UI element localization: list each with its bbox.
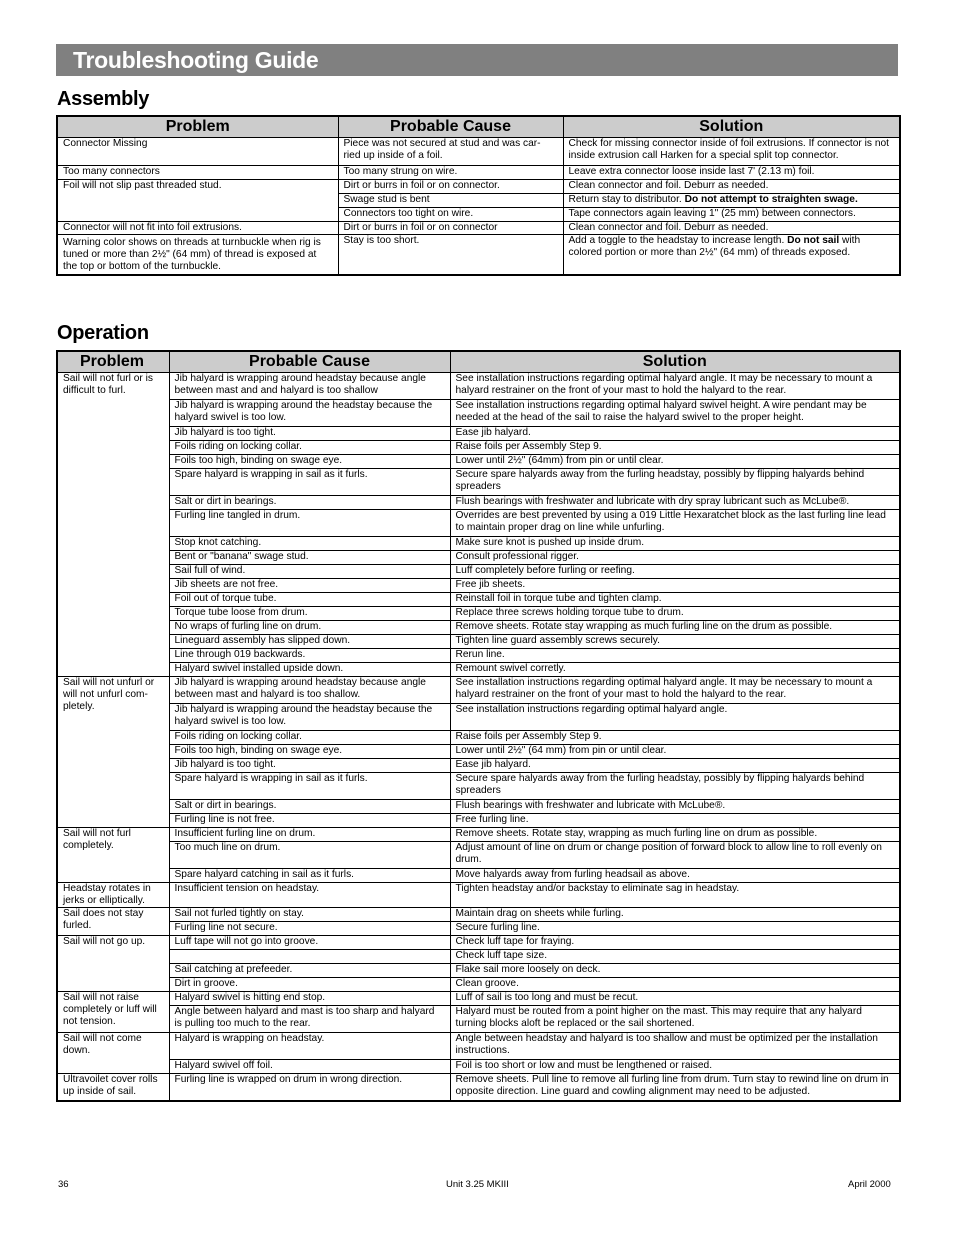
problem-cell: Sail does not stay furled. bbox=[57, 908, 169, 936]
footer-page-number: 36 bbox=[58, 1179, 69, 1190]
table-row bbox=[57, 441, 900, 455]
table-row bbox=[57, 950, 900, 964]
table-row bbox=[57, 649, 900, 663]
table-row bbox=[57, 1033, 900, 1060]
cause-cell: Halyard swivel is hitting end stop. bbox=[169, 992, 450, 1006]
cause-cell: Sail catching at prefeeder. bbox=[169, 964, 450, 978]
page-title: Troubleshooting Guide bbox=[73, 47, 319, 73]
table-row bbox=[57, 621, 900, 635]
table-row bbox=[57, 745, 900, 759]
cause-cell: Luff tape will not go into groove. bbox=[169, 936, 450, 950]
table-row bbox=[57, 677, 900, 704]
table-row bbox=[57, 537, 900, 551]
solution-cell: Tighten headstay and/or backstay to eliminate sag in headstay. bbox=[450, 883, 900, 908]
table-row bbox=[57, 883, 900, 908]
solution-cell: Secure spare halyards away from the furling headstay, possibly by flipping halyards behind spreaders bbox=[450, 469, 900, 496]
cause-cell: Jib halyard is wrapping around the headstay because the halyard swivel is too low. bbox=[169, 704, 450, 731]
cause-cell: No wraps of furling line on drum. bbox=[169, 621, 450, 635]
cause-cell: Halyard swivel installed upside down. bbox=[169, 663, 450, 677]
table-row bbox=[57, 814, 900, 828]
solution-cell: Raise foils per Assembly Step 9. bbox=[450, 441, 900, 455]
assembly-header-problem: Problem bbox=[57, 116, 338, 138]
table-row bbox=[57, 978, 900, 992]
solution-cell: Halyard must be routed from a point higher on the mast. This may require that any halyard turning blocks aloft be replaced or the sail shortened. bbox=[450, 1006, 900, 1033]
solution-cell: Adjust amount of line on drum or change position of forward block to allow line to roll evenly on drum. bbox=[450, 842, 900, 869]
problem-cell: Sail will not furl or is difficult to furl. bbox=[57, 373, 169, 677]
cause-cell: Jib sheets are not free. bbox=[169, 579, 450, 593]
problem-cell: Sail will not come down. bbox=[57, 1033, 169, 1074]
solution-cell: Remount swivel corretly. bbox=[450, 663, 900, 677]
solution-cell: Reinstall foil in torque tube and tighten clamp. bbox=[450, 593, 900, 607]
table-row bbox=[57, 828, 900, 842]
solution-cell: Ease jib halyard. bbox=[450, 427, 900, 441]
cause-cell: Connectors too tight on wire. bbox=[338, 208, 563, 222]
cause-cell: Line through 019 backwards. bbox=[169, 649, 450, 663]
table-row bbox=[57, 704, 900, 731]
table-row bbox=[57, 759, 900, 773]
cause-cell: Jib halyard is wrapping around headstay because angle between mast and and halyard is too shallow bbox=[169, 373, 450, 400]
cause-cell bbox=[169, 950, 450, 964]
table-row bbox=[57, 607, 900, 621]
table-row bbox=[57, 992, 900, 1006]
solution-cell: Clean connector and foil. Deburr as needed. bbox=[563, 222, 900, 235]
table-row bbox=[57, 166, 900, 180]
problem-cell: Warning color shows on threads at turnbuckle when rig is tuned or more than 2½" (64 mm) of thread is exposed at the top or bottom of the turnbuckle. bbox=[57, 235, 338, 275]
assembly-section-title: Assembly bbox=[57, 88, 150, 110]
operation-header-problem: Problem bbox=[57, 351, 169, 373]
footer-unit: Unit 3.25 MKIII bbox=[446, 1179, 509, 1190]
table-row bbox=[57, 455, 900, 469]
table-row bbox=[57, 373, 900, 400]
page-banner bbox=[56, 44, 898, 76]
cause-cell: Too much line on drum. bbox=[169, 842, 450, 869]
table-row bbox=[57, 635, 900, 649]
cause-cell: Halyard is wrapping on headstay. bbox=[169, 1033, 450, 1060]
solution-cell: Clean groove. bbox=[450, 978, 900, 992]
cause-cell: Too many strung on wire. bbox=[338, 166, 563, 180]
table-row bbox=[57, 869, 900, 883]
table-row bbox=[57, 964, 900, 978]
solution-cell: Return stay to distributor. Do not attempt to straighten swage. bbox=[563, 194, 900, 208]
cause-cell: Foils riding on locking collar. bbox=[169, 441, 450, 455]
solution-cell: Tape connectors again leaving 1" (25 mm) between connectors. bbox=[563, 208, 900, 222]
cause-cell: Angle between halyard and mast is too sharp and halyard is pulling too much to the rear. bbox=[169, 1006, 450, 1033]
table-row bbox=[57, 400, 900, 427]
solution-cell: Check luff tape for fraying. bbox=[450, 936, 900, 950]
cause-cell: Piece was not secured at stud and was car-ried up inside of a foil. bbox=[338, 138, 563, 166]
solution-cell: Flush bearings with freshwater and lubricate with dry spray lubricant such as McLube®. bbox=[450, 496, 900, 510]
operation-header-cause: Probable Cause bbox=[169, 351, 450, 373]
table-row bbox=[57, 469, 900, 496]
problem-cell: Foil will not slip past threaded stud. bbox=[57, 180, 338, 222]
table-row bbox=[57, 922, 900, 936]
problem-cell: Too many connectors bbox=[57, 166, 338, 180]
problem-cell: Ultravoilet cover rolls up inside of sail. bbox=[57, 1074, 169, 1101]
cause-cell: Lineguard assembly has slipped down. bbox=[169, 635, 450, 649]
operation-table bbox=[56, 350, 901, 1102]
cause-cell: Dirt or burrs in foil or on connector bbox=[338, 222, 563, 235]
table-row bbox=[57, 1074, 900, 1101]
solution-cell: Lower until 2½" (64mm) from pin or until clear. bbox=[450, 455, 900, 469]
table-row bbox=[57, 663, 900, 677]
solution-cell: Check for missing connector inside of foil extrusions. If connector is not inside extrusion call Harken for a special split top connector. bbox=[563, 138, 900, 166]
table-row bbox=[57, 936, 900, 950]
table-row bbox=[57, 180, 900, 194]
solution-cell: Add a toggle to the headstay to increase length. Do not sail with colored portion or more than 2½" (64 mm) of threads exposed. bbox=[563, 235, 900, 275]
solution-cell: Overrides are best prevented by using a 019 Little Hexaratchet block as the last furling line lead to maintain proper drag on line while unfurling. bbox=[450, 510, 900, 537]
solution-cell: Leave extra connector loose inside last 7' (2.13 m) foil. bbox=[563, 166, 900, 180]
cause-cell: Foil out of torque tube. bbox=[169, 593, 450, 607]
footer-date: April 2000 bbox=[848, 1179, 891, 1190]
table-row bbox=[57, 1060, 900, 1074]
solution-cell: Rerun line. bbox=[450, 649, 900, 663]
solution-cell: Lower until 2½" (64 mm) from pin or until clear. bbox=[450, 745, 900, 759]
table-row bbox=[57, 235, 900, 275]
solution-cell: Tighten line guard assembly screws securely. bbox=[450, 635, 900, 649]
cause-cell: Stay is too short. bbox=[338, 235, 563, 275]
solution-cell: Luff completely before furling or reefing. bbox=[450, 565, 900, 579]
solution-cell: See installation instructions regarding optimal halyard swivel height. A wire pendant may be needed at the head of the sail to raise the halyard swivel to the proper height. bbox=[450, 400, 900, 427]
operation-section-title: Operation bbox=[57, 322, 149, 344]
problem-cell: Connector will not fit into foil extrusions. bbox=[57, 222, 338, 235]
cause-cell: Furling line is not free. bbox=[169, 814, 450, 828]
problem-cell: Connector Missing bbox=[57, 138, 338, 166]
table-row bbox=[57, 565, 900, 579]
problem-cell: Sail will not go up. bbox=[57, 936, 169, 992]
cause-cell: Spare halyard is wrapping in sail as it furls. bbox=[169, 469, 450, 496]
table-row bbox=[57, 222, 900, 235]
cause-cell: Stop knot catching. bbox=[169, 537, 450, 551]
problem-cell: Sail will not unfurl or will not unfurl com-pletely. bbox=[57, 677, 169, 828]
solution-cell: Angle between headstay and halyard is too shallow and must be optimized per the installation instructions. bbox=[450, 1033, 900, 1060]
table-row bbox=[57, 800, 900, 814]
solution-cell: Move halyards away from furling headsail as above. bbox=[450, 869, 900, 883]
cause-cell: Foils too high, binding on swage eye. bbox=[169, 455, 450, 469]
solution-cell: Replace three screws holding torque tube to drum. bbox=[450, 607, 900, 621]
cause-cell: Swage stud is bent bbox=[338, 194, 563, 208]
solution-cell: Remove sheets. Pull line to remove all furling line from drum. Turn stay to rewind line on drum in opposite direction. Line guard and cowling alignment may need to be adjusted. bbox=[450, 1074, 900, 1101]
cause-cell: Bent or "banana" swage stud. bbox=[169, 551, 450, 565]
solution-cell: Consult professional rigger. bbox=[450, 551, 900, 565]
cause-cell: Foils too high, binding on swage eye. bbox=[169, 745, 450, 759]
cause-cell: Salt or dirt in bearings. bbox=[169, 800, 450, 814]
cause-cell: Furling line tangled in drum. bbox=[169, 510, 450, 537]
cause-cell: Furling line is wrapped on drum in wrong direction. bbox=[169, 1074, 450, 1101]
solution-cell: Check luff tape size. bbox=[450, 950, 900, 964]
cause-cell: Dirt or burrs in foil or on connector. bbox=[338, 180, 563, 194]
problem-cell: Headstay rotates in jerks or elliptically. bbox=[57, 883, 169, 908]
cause-cell: Dirt in groove. bbox=[169, 978, 450, 992]
cause-cell: Halyard swivel off foil. bbox=[169, 1060, 450, 1074]
table-row bbox=[57, 908, 900, 922]
cause-cell: Sail full of wind. bbox=[169, 565, 450, 579]
solution-cell: Maintain drag on sheets while furling. bbox=[450, 908, 900, 922]
cause-cell: Insufficient tension on headstay. bbox=[169, 883, 450, 908]
cause-cell: Salt or dirt in bearings. bbox=[169, 496, 450, 510]
solution-cell: See installation instructions regarding optimal halyard angle. bbox=[450, 704, 900, 731]
solution-cell: Ease jib halyard. bbox=[450, 759, 900, 773]
cause-cell: Sail not furled tightly on stay. bbox=[169, 908, 450, 922]
solution-cell: See installation instructions regarding optimal halyard angle. It may be necessary to mount a halyard restrainer on the front of your mast to hold the halyard to the rear. bbox=[450, 373, 900, 400]
table-row bbox=[57, 1006, 900, 1033]
table-row bbox=[57, 593, 900, 607]
problem-cell: Sail will not furl completely. bbox=[57, 828, 169, 883]
solution-cell: Make sure knot is pushed up inside drum. bbox=[450, 537, 900, 551]
solution-cell: Clean connector and foil. Deburr as needed. bbox=[563, 180, 900, 194]
table-row bbox=[57, 773, 900, 800]
problem-cell: Sail will not raise completely or luff will not tension. bbox=[57, 992, 169, 1033]
cause-cell: Jib halyard is wrapping around headstay because angle between mast and halyard is too shallow. bbox=[169, 677, 450, 704]
cause-cell: Foils riding on locking collar. bbox=[169, 731, 450, 745]
table-row bbox=[57, 510, 900, 537]
cause-cell: Insufficient furling line on drum. bbox=[169, 828, 450, 842]
solution-cell: Flake sail more loosely on deck. bbox=[450, 964, 900, 978]
solution-cell: Free jib sheets. bbox=[450, 579, 900, 593]
cause-cell: Spare halyard catching in sail as it furls. bbox=[169, 869, 450, 883]
assembly-table bbox=[56, 115, 901, 276]
table-row bbox=[57, 842, 900, 869]
solution-cell: Foil is too short or low and must be lengthened or raised. bbox=[450, 1060, 900, 1074]
solution-cell: Free furling line. bbox=[450, 814, 900, 828]
assembly-header-cause: Probable Cause bbox=[338, 116, 563, 138]
solution-cell: Remove sheets. Rotate stay wrapping as much furling line on the drum as possible. bbox=[450, 621, 900, 635]
solution-cell: Luff of sail is too long and must be recut. bbox=[450, 992, 900, 1006]
table-row bbox=[57, 579, 900, 593]
operation-header-solution: Solution bbox=[450, 351, 900, 373]
table-row bbox=[57, 138, 900, 166]
solution-cell: Flush bearings with freshwater and lubricate with McLube®. bbox=[450, 800, 900, 814]
solution-cell: Secure spare halyards away from the furling headstay, possibly by flipping halyards behind spreaders bbox=[450, 773, 900, 800]
cause-cell: Furling line not secure. bbox=[169, 922, 450, 936]
assembly-header-solution: Solution bbox=[563, 116, 900, 138]
cause-cell: Jib halyard is too tight. bbox=[169, 427, 450, 441]
solution-cell: See installation instructions regarding optimal halyard angle. It may be necessary to mount a halyard restrainer on the front of your mast to hold the halyard to the rear. bbox=[450, 677, 900, 704]
solution-cell: Secure furling line. bbox=[450, 922, 900, 936]
cause-cell: Jib halyard is wrapping around the headstay because the halyard swivel is too low. bbox=[169, 400, 450, 427]
cause-cell: Spare halyard is wrapping in sail as it furls. bbox=[169, 773, 450, 800]
solution-cell: Raise foils per Assembly Step 9. bbox=[450, 731, 900, 745]
table-row bbox=[57, 496, 900, 510]
cause-cell: Jib halyard is too tight. bbox=[169, 759, 450, 773]
cause-cell: Torque tube loose from drum. bbox=[169, 607, 450, 621]
table-row bbox=[57, 427, 900, 441]
table-row bbox=[57, 551, 900, 565]
table-row bbox=[57, 731, 900, 745]
solution-cell: Remove sheets. Rotate stay, wrapping as much furling line on drum as possible. bbox=[450, 828, 900, 842]
